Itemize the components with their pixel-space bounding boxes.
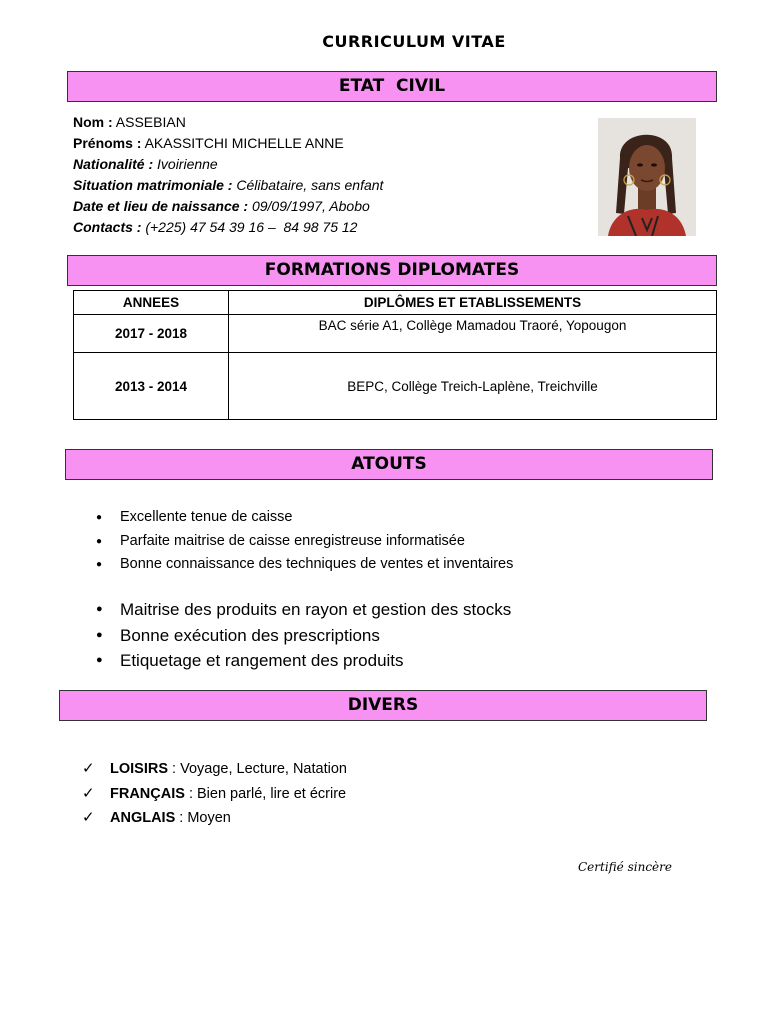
list-item <box>82 782 347 807</box>
naissance-value: 09/09/1997, Abobo <box>251 198 370 214</box>
nom-value: ASSEBIAN <box>115 114 186 130</box>
list-item-text: Parfaite maitrise de caisse enregistreuse informatisée <box>120 532 465 549</box>
contacts-value: (+225) 47 54 39 16 – 84 98 75 12 <box>145 219 358 235</box>
nom-row <box>73 112 383 133</box>
nom-label: Nom : <box>73 114 113 130</box>
list-item <box>96 623 511 649</box>
situation-row <box>73 175 383 196</box>
divers-label: FRANÇAIS <box>110 785 185 802</box>
prenoms-label: Prénoms : <box>73 135 142 151</box>
divers-value: : Voyage, Lecture, Natation <box>168 761 347 777</box>
prenoms-value: AKASSITCHI MICHELLE ANNE <box>144 135 344 151</box>
list-item <box>96 648 511 674</box>
atouts-list-small <box>96 506 513 577</box>
bullet-icon: ● <box>96 628 103 641</box>
education-table <box>73 290 717 420</box>
bullet-icon: ● <box>96 559 103 570</box>
list-item <box>96 597 511 623</box>
nationalite-label: Nationalité : <box>73 156 154 172</box>
signature-text: Certifié sincère <box>578 860 672 874</box>
list-item-text: Bonne exécution des prescriptions <box>120 625 380 645</box>
atouts-banner <box>65 449 713 480</box>
list-item-text: Bonne connaissance des techniques de ventes et inventaires <box>120 556 514 572</box>
formations-heading: FORMATIONS DIPLOMATES <box>264 260 520 280</box>
list-item <box>82 806 347 831</box>
education-row <box>74 315 717 353</box>
bullet-icon: ● <box>96 535 103 547</box>
naissance-label: Date et lieu de naissance : <box>73 198 249 214</box>
etat-civil-heading: ETAT CIVIL <box>338 76 446 96</box>
formations-banner <box>67 255 717 286</box>
prenoms-row <box>73 133 383 154</box>
years-cell: 2013 - 2014 <box>74 353 229 420</box>
divers-label: ANGLAIS <box>110 810 176 826</box>
education-row <box>74 353 717 420</box>
diploma-cell: BAC série A1, Collège Mamadou Traoré, Yopougon <box>229 315 717 353</box>
divers-list <box>82 757 347 831</box>
contacts-row <box>73 217 383 238</box>
naissance-row <box>73 196 383 217</box>
divers-label: LOISIRS <box>110 761 169 777</box>
profile-photo <box>598 118 696 236</box>
list-item-text: Excellente tenue de caisse <box>120 509 293 525</box>
diploma-cell: BEPC, Collège Treich-Laplène, Treichville <box>229 353 717 420</box>
atouts-heading: ATOUTS <box>351 454 427 474</box>
bullet-icon: ● <box>96 603 103 615</box>
header-diplomas: DIPLÔMES ET ETABLISSEMENTS <box>229 291 717 315</box>
nationalite-value: Ivoirienne <box>157 156 218 172</box>
divers-banner <box>59 690 707 721</box>
checkmark-icon: ✓ <box>82 809 95 826</box>
education-header-row <box>74 291 717 315</box>
list-item <box>96 553 513 577</box>
checkmark-icon: ✓ <box>82 784 95 802</box>
list-item <box>96 506 513 530</box>
civil-info <box>73 112 383 238</box>
header-years: ANNEES <box>74 291 229 315</box>
bullet-icon: ● <box>96 512 103 523</box>
list-item <box>82 757 347 782</box>
divers-value: : Bien parlé, lire et écrire <box>184 785 347 802</box>
portrait-image <box>598 118 696 236</box>
years-cell: 2017 - 2018 <box>74 315 229 353</box>
situation-label: Situation matrimoniale : <box>73 177 233 193</box>
divers-value: : Moyen <box>175 810 231 826</box>
etat-civil-banner <box>67 71 717 102</box>
list-item-text: Maitrise des produits en rayon et gestion des stocks <box>120 600 512 619</box>
nationalite-row <box>73 154 383 175</box>
contacts-label: Contacts : <box>73 219 142 235</box>
bullet-icon: ● <box>96 654 103 666</box>
atouts-list-large <box>96 597 511 674</box>
checkmark-icon: ✓ <box>82 760 95 777</box>
document-title: CURRICULUM VITAE <box>322 32 506 51</box>
situation-value: Célibataire, sans enfant <box>236 177 384 193</box>
list-item <box>96 530 513 554</box>
list-item-text: Etiquetage et rangement des produits <box>120 651 404 670</box>
divers-heading: DIVERS <box>347 695 419 715</box>
